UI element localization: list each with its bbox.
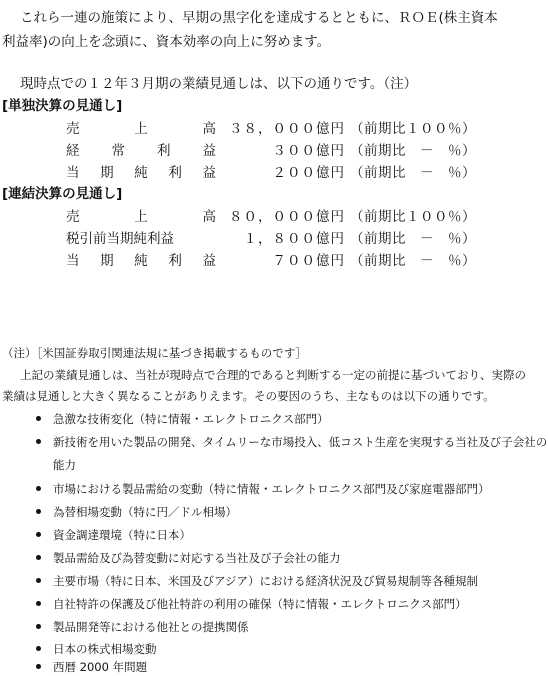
bullet-icon [36,486,41,491]
row-value: ３００億円 [272,143,345,159]
note-heading: （注）［米国証券取引関連法規に基づき掲載するものです］ [2,346,307,360]
label-char: 上 [134,209,148,225]
bullet-icon [36,578,41,583]
row-value: ２００億円 [272,165,345,181]
standalone-row-net-income [0,164,548,182]
list-item [36,642,157,657]
intro-line-1: これら一連の施策により、早期の黒字化を達成するとともに、ＲＯＥ(株主資本 [20,10,498,26]
row-value: ３８，０００億円 [229,121,345,137]
label-char: 純 [134,253,148,269]
list-item [36,528,191,543]
list-item [36,597,467,612]
label-char: 常 [111,143,125,159]
label-char: 益 [202,165,216,181]
bullet-icon [36,509,41,514]
row-value: １，８００億円 [243,231,345,247]
row-ratio: （前期比 － ％） [350,165,476,181]
list-item-text: 製品需給及び為替変動に対応する当社及び子会社の能力 [53,551,341,565]
label-text: 税引前当期純利益 [66,231,174,247]
forecast-intro: 現時点での１２年３月期の業績見通しは、以下の通りです。（注） [20,76,418,92]
row-ratio: （前期比 － ％） [350,231,476,247]
row-ratio: （前期比 － ％） [350,253,476,269]
consolidated-row-sales [0,208,548,226]
list-item [36,620,249,635]
row-value: ７００億円 [272,253,345,269]
row-ratio: （前期比１００％） [350,121,476,137]
list-item [36,660,147,675]
note-paragraph-line-1: 上記の業績見通しは、当社が現時点で合理的であると判断する一定の前提に基づいており、実際の [20,368,526,382]
label-char: 当 [66,165,80,181]
label-char: 利 [168,253,182,269]
label-char: 益 [202,143,216,159]
bullet-icon [36,532,41,537]
label-char: 利 [168,165,182,181]
standalone-heading: [単独決算の見通し] [2,98,123,114]
label-char: 期 [100,253,114,269]
list-item-text: 製品開発等における他社との提携関係 [53,620,249,634]
label-char: 高 [202,209,216,225]
label-char: 売 [66,121,80,137]
note-paragraph-line-2: 業績は見通しと大きく異なることがありえます。その要因のうち、主なものは以下の通りです。 [2,389,495,403]
list-item-text: 主要市場（特に日本、米国及びアジア）における経済状況及び貿易規制等各種規制 [53,574,479,588]
consolidated-heading: [連結決算の見通し] [2,186,123,202]
bullet-icon [36,416,41,421]
list-item-continuation: 能力 [53,458,76,472]
bullet-icon [36,439,41,444]
row-value: ８０，０００億円 [229,209,345,225]
label-char: 当 [66,253,80,269]
list-item [36,412,329,427]
bullet-icon [36,646,41,651]
list-item-text: 急激な技術変化（特に情報・エレクトロニクス部門） [53,412,329,426]
standalone-row-ordinary-income [0,142,548,160]
row-ratio: （前期比 － ％） [350,143,476,159]
label-char: 高 [202,121,216,137]
consolidated-row-pretax-income [0,230,548,248]
label-char: 純 [134,165,148,181]
list-item [36,435,547,450]
list-item-text: 資金調達環境（特に日本） [53,528,191,542]
row-ratio: （前期比１００％） [350,209,476,225]
standalone-row-sales [0,120,548,138]
bullet-icon [36,664,41,669]
list-item-text: 自社特許の保護及び他社特許の利用の確保（特に情報・エレクトロニクス部門） [53,597,467,611]
bullet-icon [36,555,41,560]
label-char: 売 [66,209,80,225]
label-char: 利 [157,143,171,159]
list-item-text: 西暦 2000 年問題 [53,660,148,674]
bullet-icon [36,601,41,606]
label-char: 期 [100,165,114,181]
list-item [36,551,341,566]
list-item-text: 市場における製品需給の変動（特に情報・エレクトロニクス部門及び家庭電器部門） [53,482,490,496]
list-item-text: 為替相場変動（特に円／ドル相場） [53,505,237,519]
label-char: 益 [202,253,216,269]
consolidated-row-net-income [0,252,548,270]
list-item-text: 日本の株式相場変動 [53,642,157,656]
list-item [36,505,237,520]
intro-line-2: 利益率)の向上を念頭に、資本効率の向上に努めます。 [2,34,331,50]
label-char: 上 [134,121,148,137]
bullet-icon [36,624,41,629]
label-char: 経 [66,143,80,159]
list-item-text: 新技術を用いた製品の開発、タイムリーな市場投入、低コスト生産を実現する当社及び子会社の [53,435,548,449]
list-item [36,574,478,589]
list-item [36,482,490,497]
